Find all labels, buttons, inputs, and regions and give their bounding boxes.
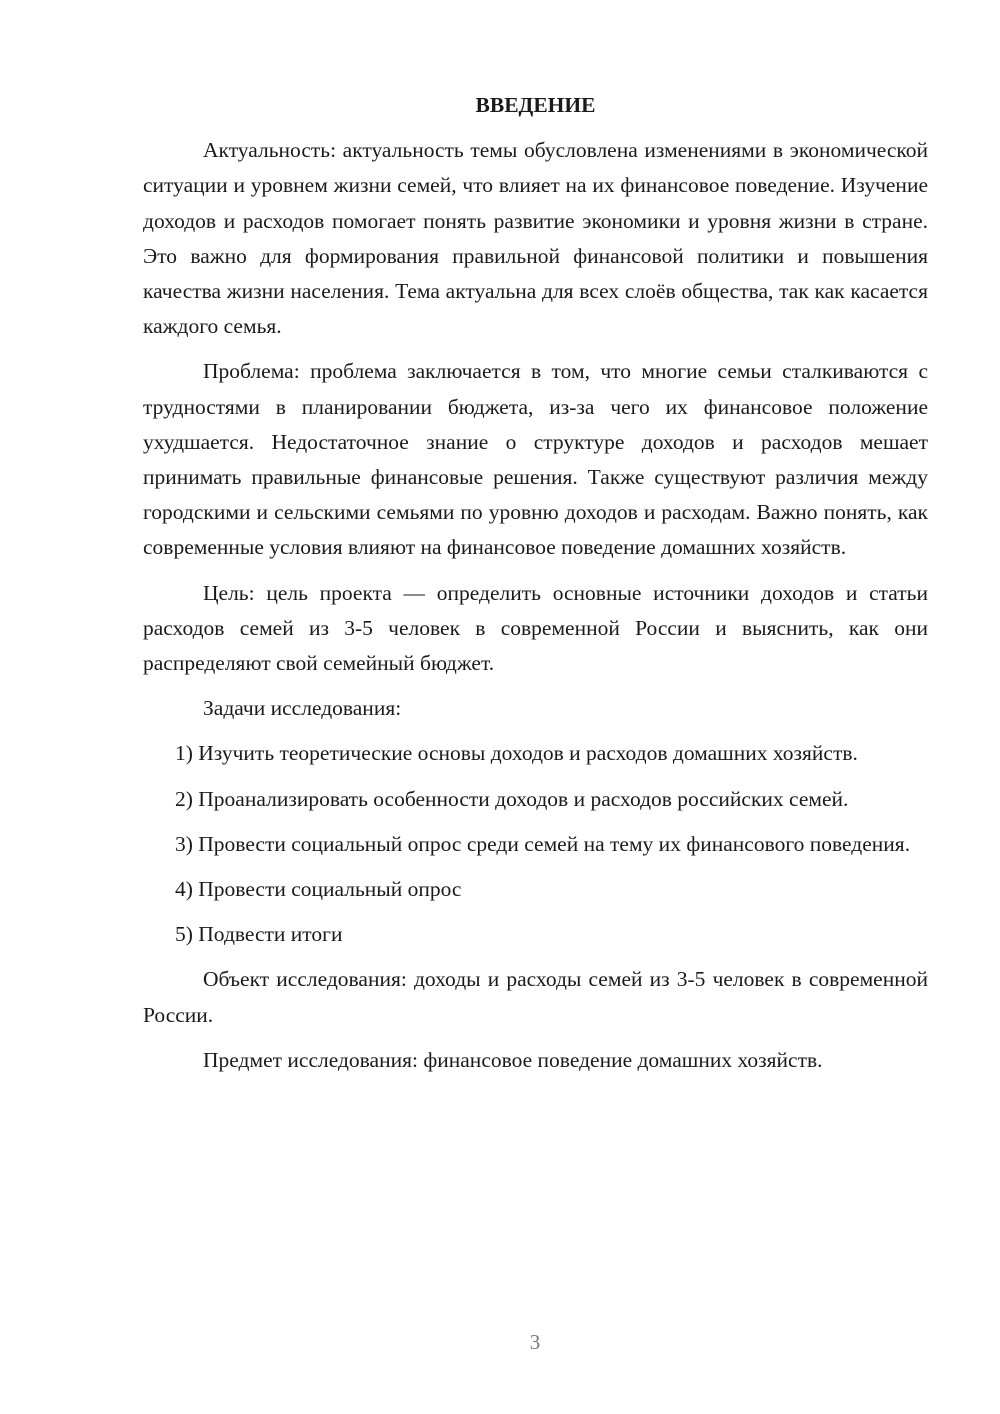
task-item: 4) Провести социальный опрос bbox=[175, 877, 462, 902]
document-page bbox=[143, 88, 928, 1088]
tasks-heading: Задачи исследования: bbox=[203, 696, 402, 721]
task-item: 3) Провести социальный опрос среди семей на тему их финансового поведения. bbox=[175, 831, 911, 856]
problem-paragraph: Проблема: проблема заключается в том, что многие семьи сталкиваются с трудностями в планировании бюджета, из-за чего их финансовое положение ухудшается. Недостаточное знание о структуре доходов и расходов мешает принимать правильные финансовые решения. Также существуют различия между городскими и сельскими семьями по уровню доходов и расходам. Важно понять, как современные условия влияют на финансовое поведение домашних хозяйств. bbox=[143, 359, 928, 560]
object-paragraph: Объект исследования: доходы и расходы семей из 3-5 человек в современной России. bbox=[143, 967, 928, 1027]
task-item: 5) Подвести итоги bbox=[175, 922, 343, 947]
task-item: 2) Проанализировать особенности доходов и расходов российских семей. bbox=[175, 786, 849, 811]
goal-paragraph: Цель: цель проекта — определить основные источники доходов и статьи расходов семей из 3-5 человек в современной России и выяснить, как они распределяют свой семейный бюджет. bbox=[143, 580, 928, 676]
page-number: 3 bbox=[529, 1330, 541, 1354]
page-title: ВВЕДЕНИЕ bbox=[475, 93, 596, 117]
task-item: 1) Изучить теоретические основы доходов и расходов домашних хозяйств. bbox=[175, 741, 858, 766]
relevance-paragraph: Актуальность: актуальность темы обусловлена изменениями в экономической ситуации и уровнем жизни семей, что влияет на их финансовое поведение. Изучение доходов и расходов помогает понять развитие экономики и уровня жизни в стране. Это важно для формирования правильной финансовой политики и повышения качества жизни населения. Тема актуальна для всех слоёв общества, так как касается каждого семья. bbox=[143, 138, 928, 339]
subject-paragraph: Предмет исследования: финансовое поведение домашних хозяйств. bbox=[203, 1047, 823, 1072]
